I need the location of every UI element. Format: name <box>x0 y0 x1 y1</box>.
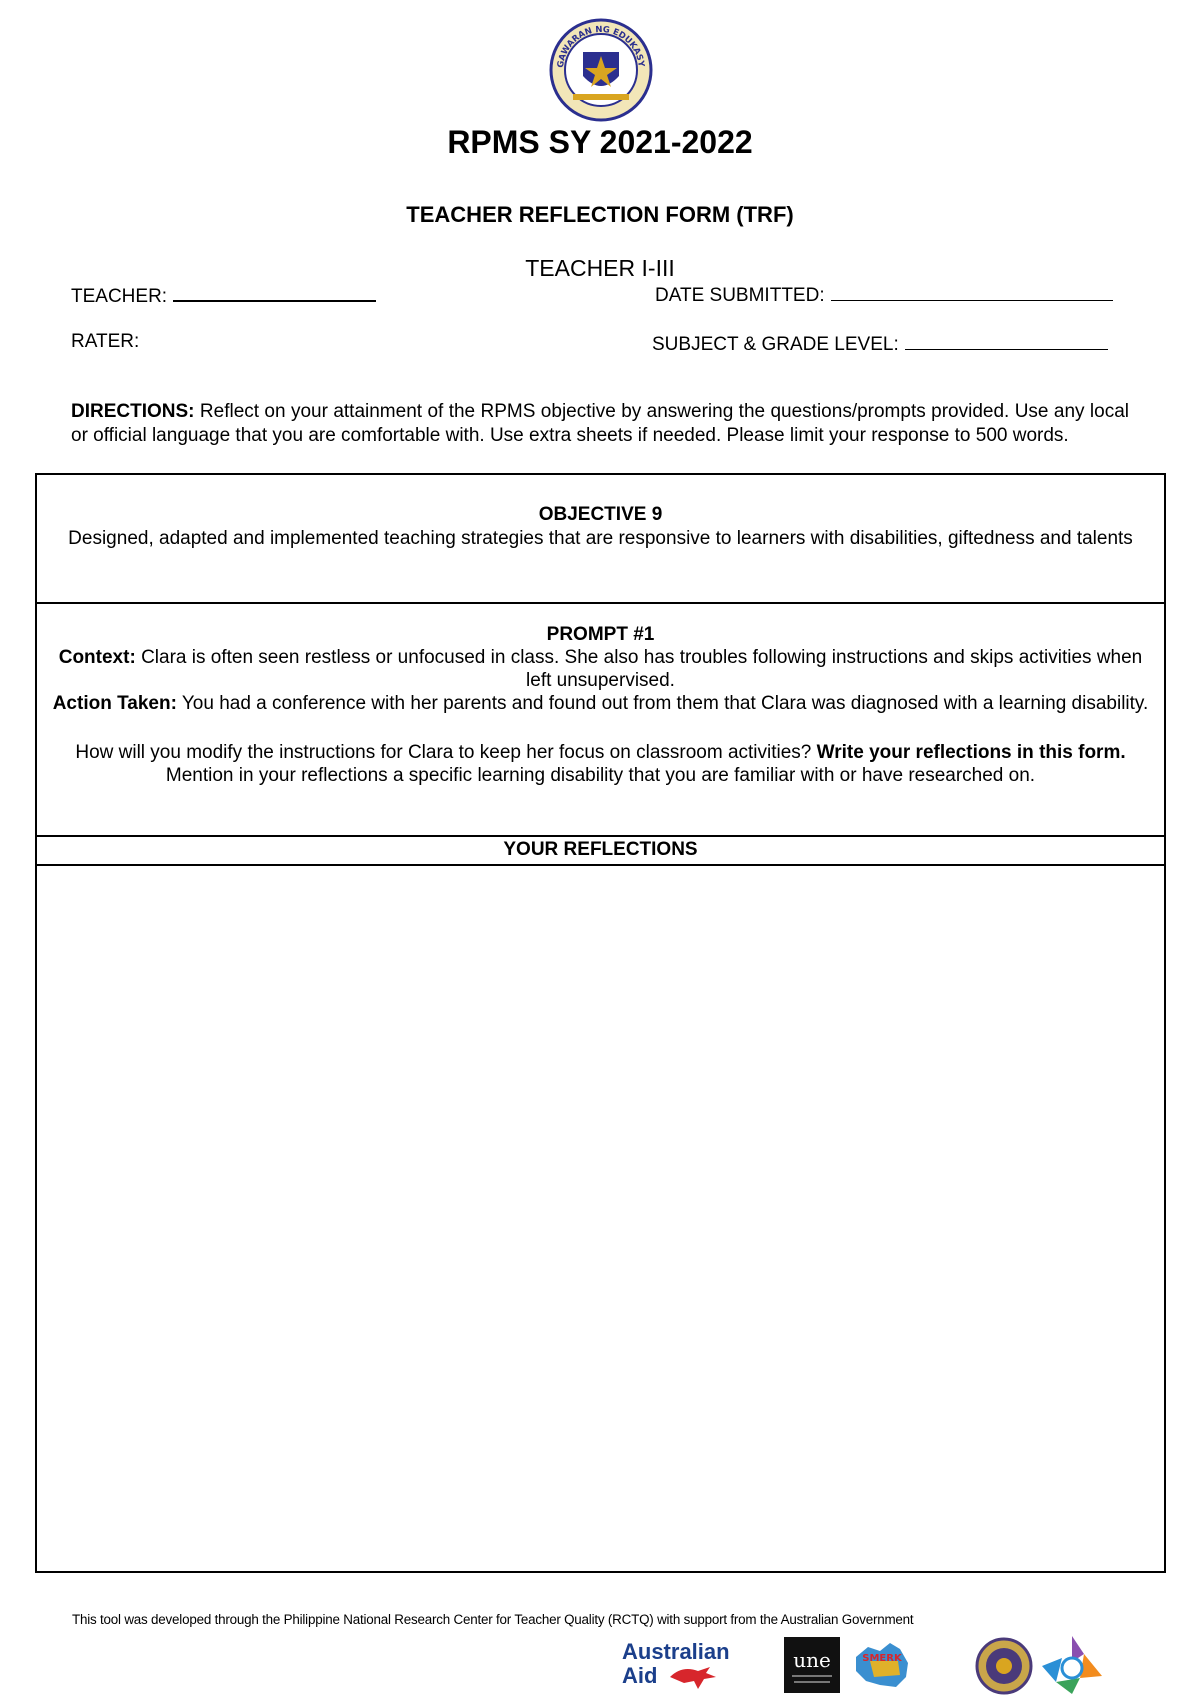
australian-aid-logo <box>620 1637 740 1693</box>
question-tail-text: Mention in your reflections a specific learning disability that you are familiar with or have researched on. <box>165 765 1036 786</box>
prompt-section <box>37 623 1164 787</box>
row-divider <box>37 602 1164 604</box>
subject-grade-field[interactable] <box>652 331 1108 356</box>
footer-credit: This tool was developed through the Philippine National Research Center for Teacher Quality (RCTQ) with support from the Australian Government <box>72 1612 914 1627</box>
position-label: TEACHER I-III <box>525 255 675 281</box>
objective-section <box>37 503 1164 551</box>
row-divider <box>37 835 1164 837</box>
prompt-context <box>37 646 1164 692</box>
teacher-blank[interactable] <box>173 282 376 302</box>
date-submitted-label: DATE SUBMITTED: <box>655 285 825 306</box>
question-text: How will you modify the instructions for Clara to keep her focus on classroom activities? <box>75 742 817 763</box>
svg-text:une: une <box>793 1648 831 1672</box>
deped-seal-logo <box>543 18 659 122</box>
deped-seal-small-logo <box>975 1637 1033 1695</box>
prompt-action-taken <box>37 692 1164 715</box>
context-label: Context: <box>58 647 136 668</box>
rctq-logo <box>1040 1634 1104 1696</box>
objective-heading: OBJECTIVE 9 <box>538 504 663 525</box>
objective-text: Designed, adapted and implemented teaching strategies that are responsive to learners with disabilities, giftedness and talents <box>68 528 1133 549</box>
smerk-australia-logo <box>850 1637 914 1693</box>
teacher-field[interactable] <box>71 282 376 308</box>
reflections-answer-area[interactable] <box>37 866 1164 1571</box>
une-logo <box>784 1637 840 1693</box>
subject-grade-label: SUBJECT & GRADE LEVEL: <box>652 334 899 355</box>
action-taken-text: You had a conference with her parents and found out from them that Clara was diagnosed with a learning disability. <box>176 693 1149 714</box>
rater-field[interactable] <box>71 331 139 353</box>
teacher-label: TEACHER: <box>71 286 168 307</box>
prompt-heading: PROMPT #1 <box>546 624 655 645</box>
reflections-heading: YOUR REFLECTIONS <box>503 839 698 860</box>
directions-label: DIRECTIONS: <box>71 401 195 422</box>
directions-text <box>71 400 1129 448</box>
svg-text:SMERK: SMERK <box>862 1653 902 1664</box>
question-bold-text: Write your reflections in this form. <box>816 742 1126 763</box>
prompt-question <box>37 741 1164 787</box>
date-submitted-blank[interactable] <box>831 282 1113 301</box>
action-taken-label: Action Taken: <box>52 693 177 714</box>
context-text: Clara is often seen restless or unfocused in class. She also has troubles following instructions and skips activities when left unsupervised. <box>135 647 1143 691</box>
date-submitted-field[interactable] <box>655 282 1113 307</box>
subject-grade-blank[interactable] <box>905 331 1108 350</box>
reflection-form-table <box>35 473 1166 1573</box>
form-subtitle: TEACHER REFLECTION FORM (TRF) <box>406 202 794 227</box>
rater-label: RATER: <box>71 331 140 352</box>
page-title: RPMS SY 2021-2022 <box>447 124 753 160</box>
svg-text:KAGAWARAN NG EDUKASYON: GAWARAN NG EDUKASY <box>555 24 646 69</box>
svg-text:Australian: Australian <box>622 1639 730 1664</box>
directions-body: Reflect on your attainment of the RPMS objective by answering the questions/prompts provided. Use any local or official language that you are comfortable with. Use extra sheets if needed. Please limit your response to 500 words. <box>71 401 1129 446</box>
svg-text:Aid: Aid <box>622 1663 658 1688</box>
